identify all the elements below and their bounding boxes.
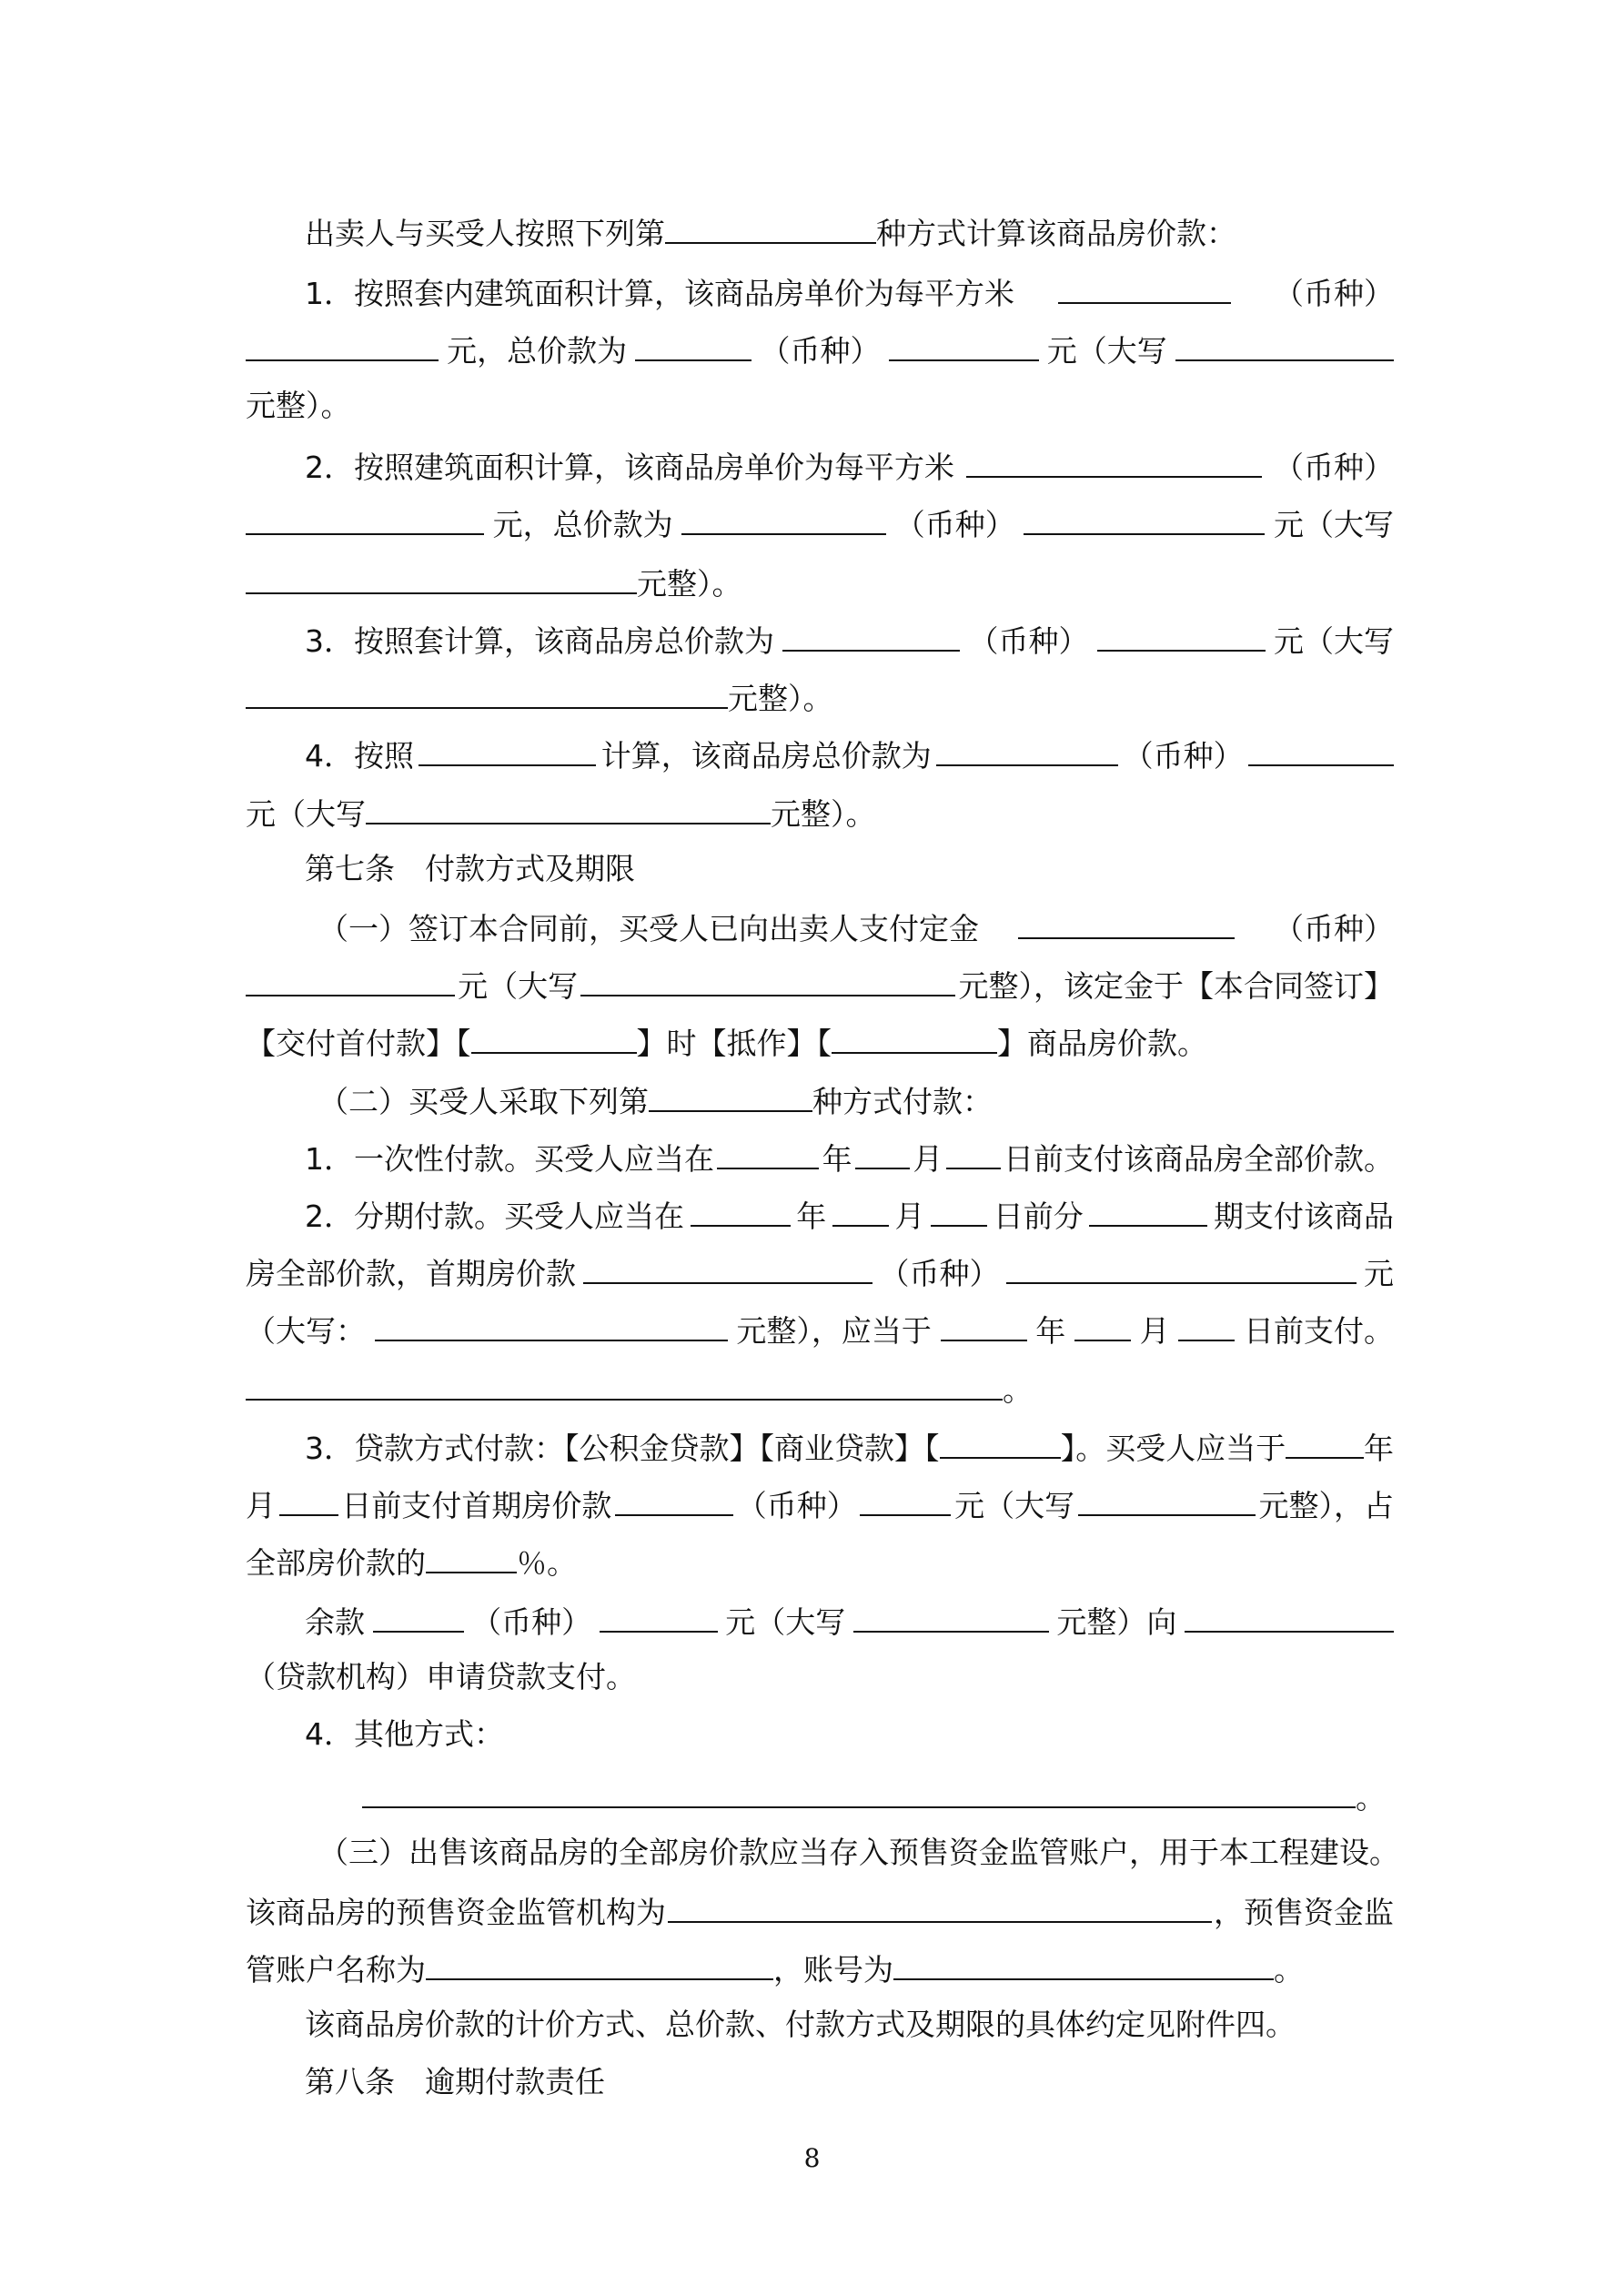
text-segment: 元，总价款为 [447, 333, 628, 369]
text-segment: 元（大写 [1273, 507, 1394, 542]
text-segment: ，预售资金监 [1214, 1895, 1394, 1930]
text-line-25 [305, 1594, 1394, 1645]
text-segment: 出卖人与买受人按照下列第 [305, 216, 665, 251]
text-line-10 [305, 728, 1394, 779]
text-segment: 元整）向 [1056, 1604, 1177, 1640]
text-segment: 1．一次性付款。买受人应当在 [305, 1141, 714, 1177]
blank-field [366, 786, 771, 824]
text-segment: 1．按照套内建筑面积计算，该商品房单价为每平方米 [305, 276, 1014, 311]
text-segment: （币种） [879, 1256, 1000, 1291]
text-segment: （币种） [760, 333, 881, 369]
text-segment: 全部房价款的 [246, 1545, 426, 1581]
text-segment: 元整）。 [728, 681, 833, 716]
blank-field [1286, 1421, 1364, 1459]
blank-field [426, 1535, 517, 1573]
text-segment: 4．按照 [305, 738, 414, 774]
section-heading-article-7 [305, 844, 1394, 895]
text-segment: 年 [1364, 1431, 1394, 1466]
text-segment: （币种） [1274, 911, 1394, 946]
text-segment: 期支付该商品 [1214, 1199, 1394, 1234]
text-segment: 该商品房的预售资金监管机构为 [246, 1895, 666, 1930]
text-segment: 元整），应当于 [736, 1313, 932, 1349]
text-segment: 元（大写 [954, 1488, 1075, 1523]
text-segment: 元整）。 [637, 566, 742, 602]
blank-field [717, 1131, 819, 1169]
section-heading-article-8 [305, 2057, 1394, 2108]
text-segment: 元 [1364, 1256, 1394, 1291]
text-segment: 3．按照套计算，该商品房总价款为 [305, 623, 774, 659]
text-segment: 年 [822, 1141, 852, 1177]
text-segment: 房全部价款，首期房价款 [246, 1256, 576, 1291]
text-line-6 [246, 497, 1394, 548]
text-segment: 4．其他方式： [305, 1716, 504, 1752]
blank-field [635, 323, 751, 361]
blank-field [649, 1074, 812, 1112]
text-segment: 。 [1274, 1952, 1304, 1988]
text-segment: 余款 [305, 1604, 365, 1640]
blank-field [615, 1478, 733, 1516]
blank-field [946, 1131, 1001, 1169]
text-line-5 [305, 440, 1394, 491]
blank-field [600, 1594, 718, 1633]
blank-field [668, 1885, 1212, 1923]
text-segment: 第七条 付款方式及期限 [305, 851, 635, 886]
text-segment: 种方式计算该商品房价款： [876, 216, 1236, 251]
blank-field [583, 1246, 873, 1284]
blank-field [246, 323, 439, 361]
text-segment: 该商品房价款的计价方式、总价款、付款方式及期限的具体约定见附件四。 [305, 2007, 1296, 2042]
text-segment: 元（大写 [725, 1604, 846, 1640]
blank-field [375, 1303, 728, 1341]
blank-field [471, 1016, 637, 1054]
text-line-1 [305, 206, 1453, 257]
blank-field [860, 1478, 951, 1516]
text-segment: 年 [1035, 1313, 1066, 1349]
text-segment: 月 [894, 1199, 925, 1234]
text-segment: 。 [1003, 1372, 1033, 1408]
blank-field [855, 1131, 910, 1169]
text-line-27 [305, 1709, 1394, 1760]
text-line-9 [246, 671, 1394, 722]
text-segment: （币种） [736, 1488, 857, 1523]
blank-field [832, 1188, 889, 1227]
text-segment: 管账户名称为 [246, 1952, 426, 1988]
text-line-31 [246, 1942, 1394, 1993]
text-line-15 [246, 1016, 1394, 1067]
blank-field [941, 1303, 1027, 1341]
text-segment: 。 [1356, 1780, 1386, 1816]
text-segment: 元整），该定金于【本合同签订】 [958, 968, 1394, 1004]
text-line-3 [246, 323, 1394, 374]
text-line-29 [318, 1827, 1399, 1878]
blank-field [1178, 1303, 1235, 1341]
text-segment: （币种） [1274, 276, 1394, 311]
blank-field [940, 1421, 1061, 1459]
text-segment: 日前分 [993, 1199, 1084, 1234]
blank-field [1058, 266, 1231, 304]
blank-field [889, 323, 1039, 361]
blank-field [966, 440, 1262, 478]
blank-field [1185, 1594, 1394, 1633]
text-segment: （币种） [1123, 738, 1244, 774]
text-segment: 元整），占 [1258, 1488, 1394, 1523]
text-segment: （币种） [471, 1604, 592, 1640]
text-segment: 元（大写 [1274, 623, 1394, 659]
blank-field [893, 1942, 1274, 1980]
blank-field [936, 728, 1118, 766]
blank-field [1078, 1478, 1256, 1516]
blank-field [853, 1594, 1049, 1633]
text-segment: 计算，该商品房总价款为 [600, 738, 932, 774]
text-line-32 [305, 1999, 1394, 2050]
blank-field [665, 206, 876, 244]
text-line-26 [246, 1652, 1394, 1703]
blank-field [419, 728, 596, 766]
blank-field [1006, 1246, 1357, 1284]
text-segment: 元整）。 [771, 796, 876, 832]
text-segment: 】时【抵作】【 [636, 1026, 832, 1061]
blank-field [426, 1942, 773, 1980]
text-segment: （币种） [894, 507, 1015, 542]
text-line-22 [305, 1421, 1394, 1472]
text-segment: 日前支付该商品房全部价款。 [1003, 1141, 1394, 1177]
text-segment: 第八条 逾期付款责任 [305, 2064, 605, 2099]
blank-field [832, 1016, 997, 1054]
text-segment: （三）出售该商品房的全部房价款应当存入预售资金监管账户，用于本工程建设。 [318, 1835, 1399, 1870]
blank-field [246, 556, 637, 594]
text-segment: 元（大写 [1046, 333, 1167, 369]
blank-field [782, 613, 960, 652]
text-segment: 元（大写 [458, 968, 579, 1004]
text-segment: （一）签订本合同前，买受人已向出卖人支付定金 [318, 911, 979, 946]
text-segment: （贷款机构）申请贷款支付。 [246, 1659, 636, 1694]
text-segment: 日前支付首期房价款 [341, 1488, 612, 1523]
text-line-2 [305, 266, 1394, 317]
text-line-4 [246, 380, 1394, 431]
blank-field [1089, 1188, 1207, 1227]
blank-field [691, 1188, 791, 1227]
text-segment: 种方式付款： [812, 1084, 993, 1119]
blank-field [373, 1594, 464, 1633]
blank-field [246, 1362, 1003, 1401]
text-segment: 】商品房价款。 [997, 1026, 1207, 1061]
text-segment: （二）买受人采取下列第 [318, 1084, 649, 1119]
text-line-20 [246, 1303, 1394, 1354]
blank-field [246, 497, 484, 535]
text-line-21 [246, 1362, 1394, 1413]
blank-field [1175, 323, 1394, 361]
text-line-28 [362, 1770, 1394, 1821]
blank-field [931, 1188, 987, 1227]
text-segment: 2．分期付款。买受人应当在 [305, 1199, 684, 1234]
text-line-7 [246, 556, 1394, 607]
text-segment: 年 [796, 1199, 827, 1234]
blank-field [681, 497, 886, 535]
text-segment: 元，总价款为 [492, 507, 673, 542]
text-line-16 [318, 1074, 1394, 1125]
blank-field [246, 671, 728, 709]
text-segment: 月 [913, 1141, 943, 1177]
text-segment: 元整）。 [246, 388, 351, 423]
text-line-23 [246, 1478, 1394, 1529]
blank-field [1097, 613, 1266, 652]
text-segment: （币种） [1274, 450, 1394, 485]
text-line-19 [246, 1246, 1394, 1297]
text-line-8 [305, 613, 1394, 664]
blank-field [362, 1770, 1356, 1808]
text-segment: （币种） [968, 623, 1089, 659]
text-segment: 2．按照建筑面积计算，该商品房单价为每平方米 [305, 450, 954, 485]
text-segment: （大写： [246, 1313, 366, 1349]
blank-field [1024, 497, 1265, 535]
text-line-24 [246, 1535, 1394, 1586]
text-segment: 元（大写 [246, 796, 366, 832]
blank-field [1248, 728, 1394, 766]
text-line-17 [305, 1131, 1394, 1182]
text-line-11 [246, 786, 1394, 837]
text-line-18 [305, 1188, 1394, 1239]
text-line-30 [246, 1885, 1394, 1936]
blank-field [580, 958, 955, 996]
text-segment: ％。 [517, 1545, 577, 1581]
blank-field [1074, 1303, 1131, 1341]
text-segment: 日前支付。 [1244, 1313, 1394, 1349]
blank-field [279, 1478, 338, 1516]
text-segment: 【交付首付款】【 [246, 1026, 471, 1061]
blank-field [1018, 901, 1235, 939]
text-segment: 月 [1139, 1313, 1170, 1349]
text-segment: 月 [246, 1488, 276, 1523]
text-segment: 】。买受人应当于 [1060, 1431, 1286, 1466]
text-segment: ，账号为 [773, 1952, 893, 1988]
text-segment: 3．贷款方式付款：【公积金贷款】【商业贷款】【 [305, 1431, 940, 1466]
blank-field [246, 958, 455, 996]
text-line-14 [246, 958, 1394, 1009]
page-number: 8 [803, 2143, 821, 2173]
text-line-13 [318, 901, 1394, 952]
